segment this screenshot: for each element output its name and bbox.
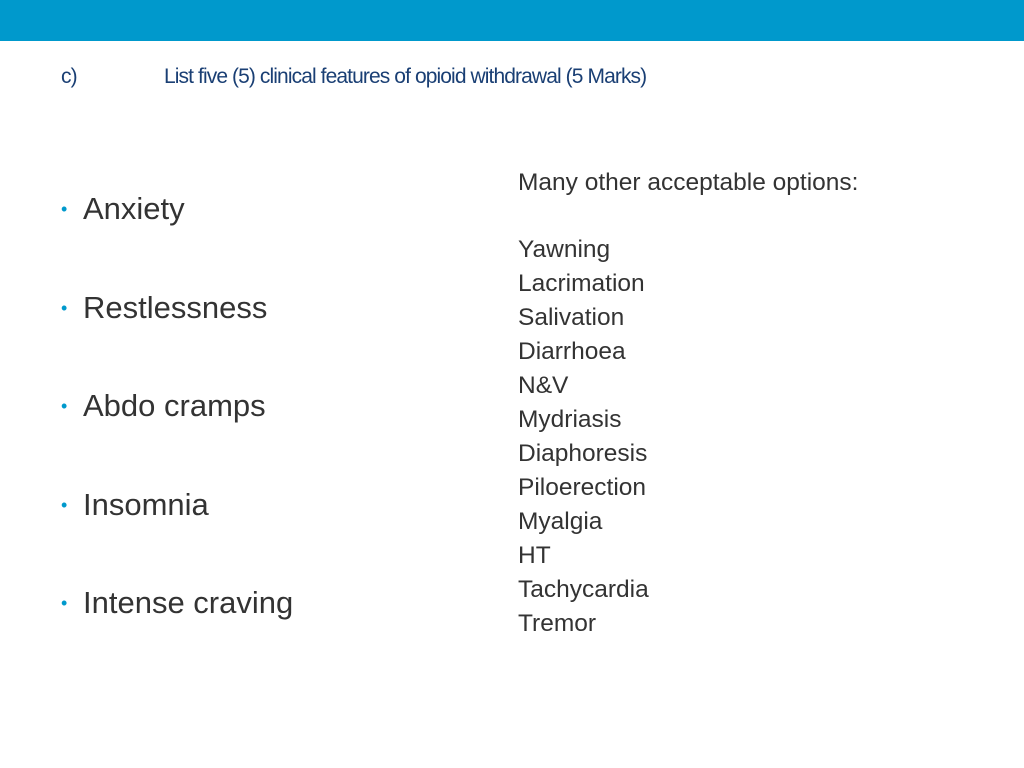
bullet-text: Abdo cramps <box>83 388 266 423</box>
options-heading: Many other acceptable options: <box>518 169 859 196</box>
option-item: Salivation <box>518 304 625 331</box>
header-accent-bar <box>0 0 1024 41</box>
bullet-icon: • <box>61 593 68 613</box>
bullet-icon: • <box>61 396 68 416</box>
bullet-icon: • <box>61 199 68 219</box>
option-item: Piloerection <box>518 474 647 501</box>
option-item: Lacrimation <box>518 270 645 297</box>
option-item: N&V <box>518 372 569 399</box>
options-list <box>518 233 998 641</box>
bullet-text: Insomnia <box>83 486 209 522</box>
option-item: Yawning <box>518 236 611 263</box>
option-item: Diarrhoea <box>518 338 626 365</box>
bullet-icon: • <box>61 297 68 318</box>
bullet-text: Anxiety <box>83 191 185 226</box>
question-text: List five (5) clinical features of opioid withdrawal (5 Marks) <box>164 65 647 88</box>
option-item: Diaphoresis <box>518 440 648 467</box>
option-item: Tachycardia <box>518 576 649 603</box>
option-item: Myalgia <box>518 508 603 535</box>
option-item: Tremor <box>518 610 597 637</box>
other-options-panel <box>518 166 998 641</box>
question-label: c) <box>61 65 77 88</box>
bullet-icon: • <box>61 494 68 515</box>
option-item: HT <box>518 542 551 569</box>
option-item: Mydriasis <box>518 406 622 433</box>
bullet-text: Intense craving <box>83 585 294 620</box>
bullet-text: Restlessness <box>83 289 268 325</box>
